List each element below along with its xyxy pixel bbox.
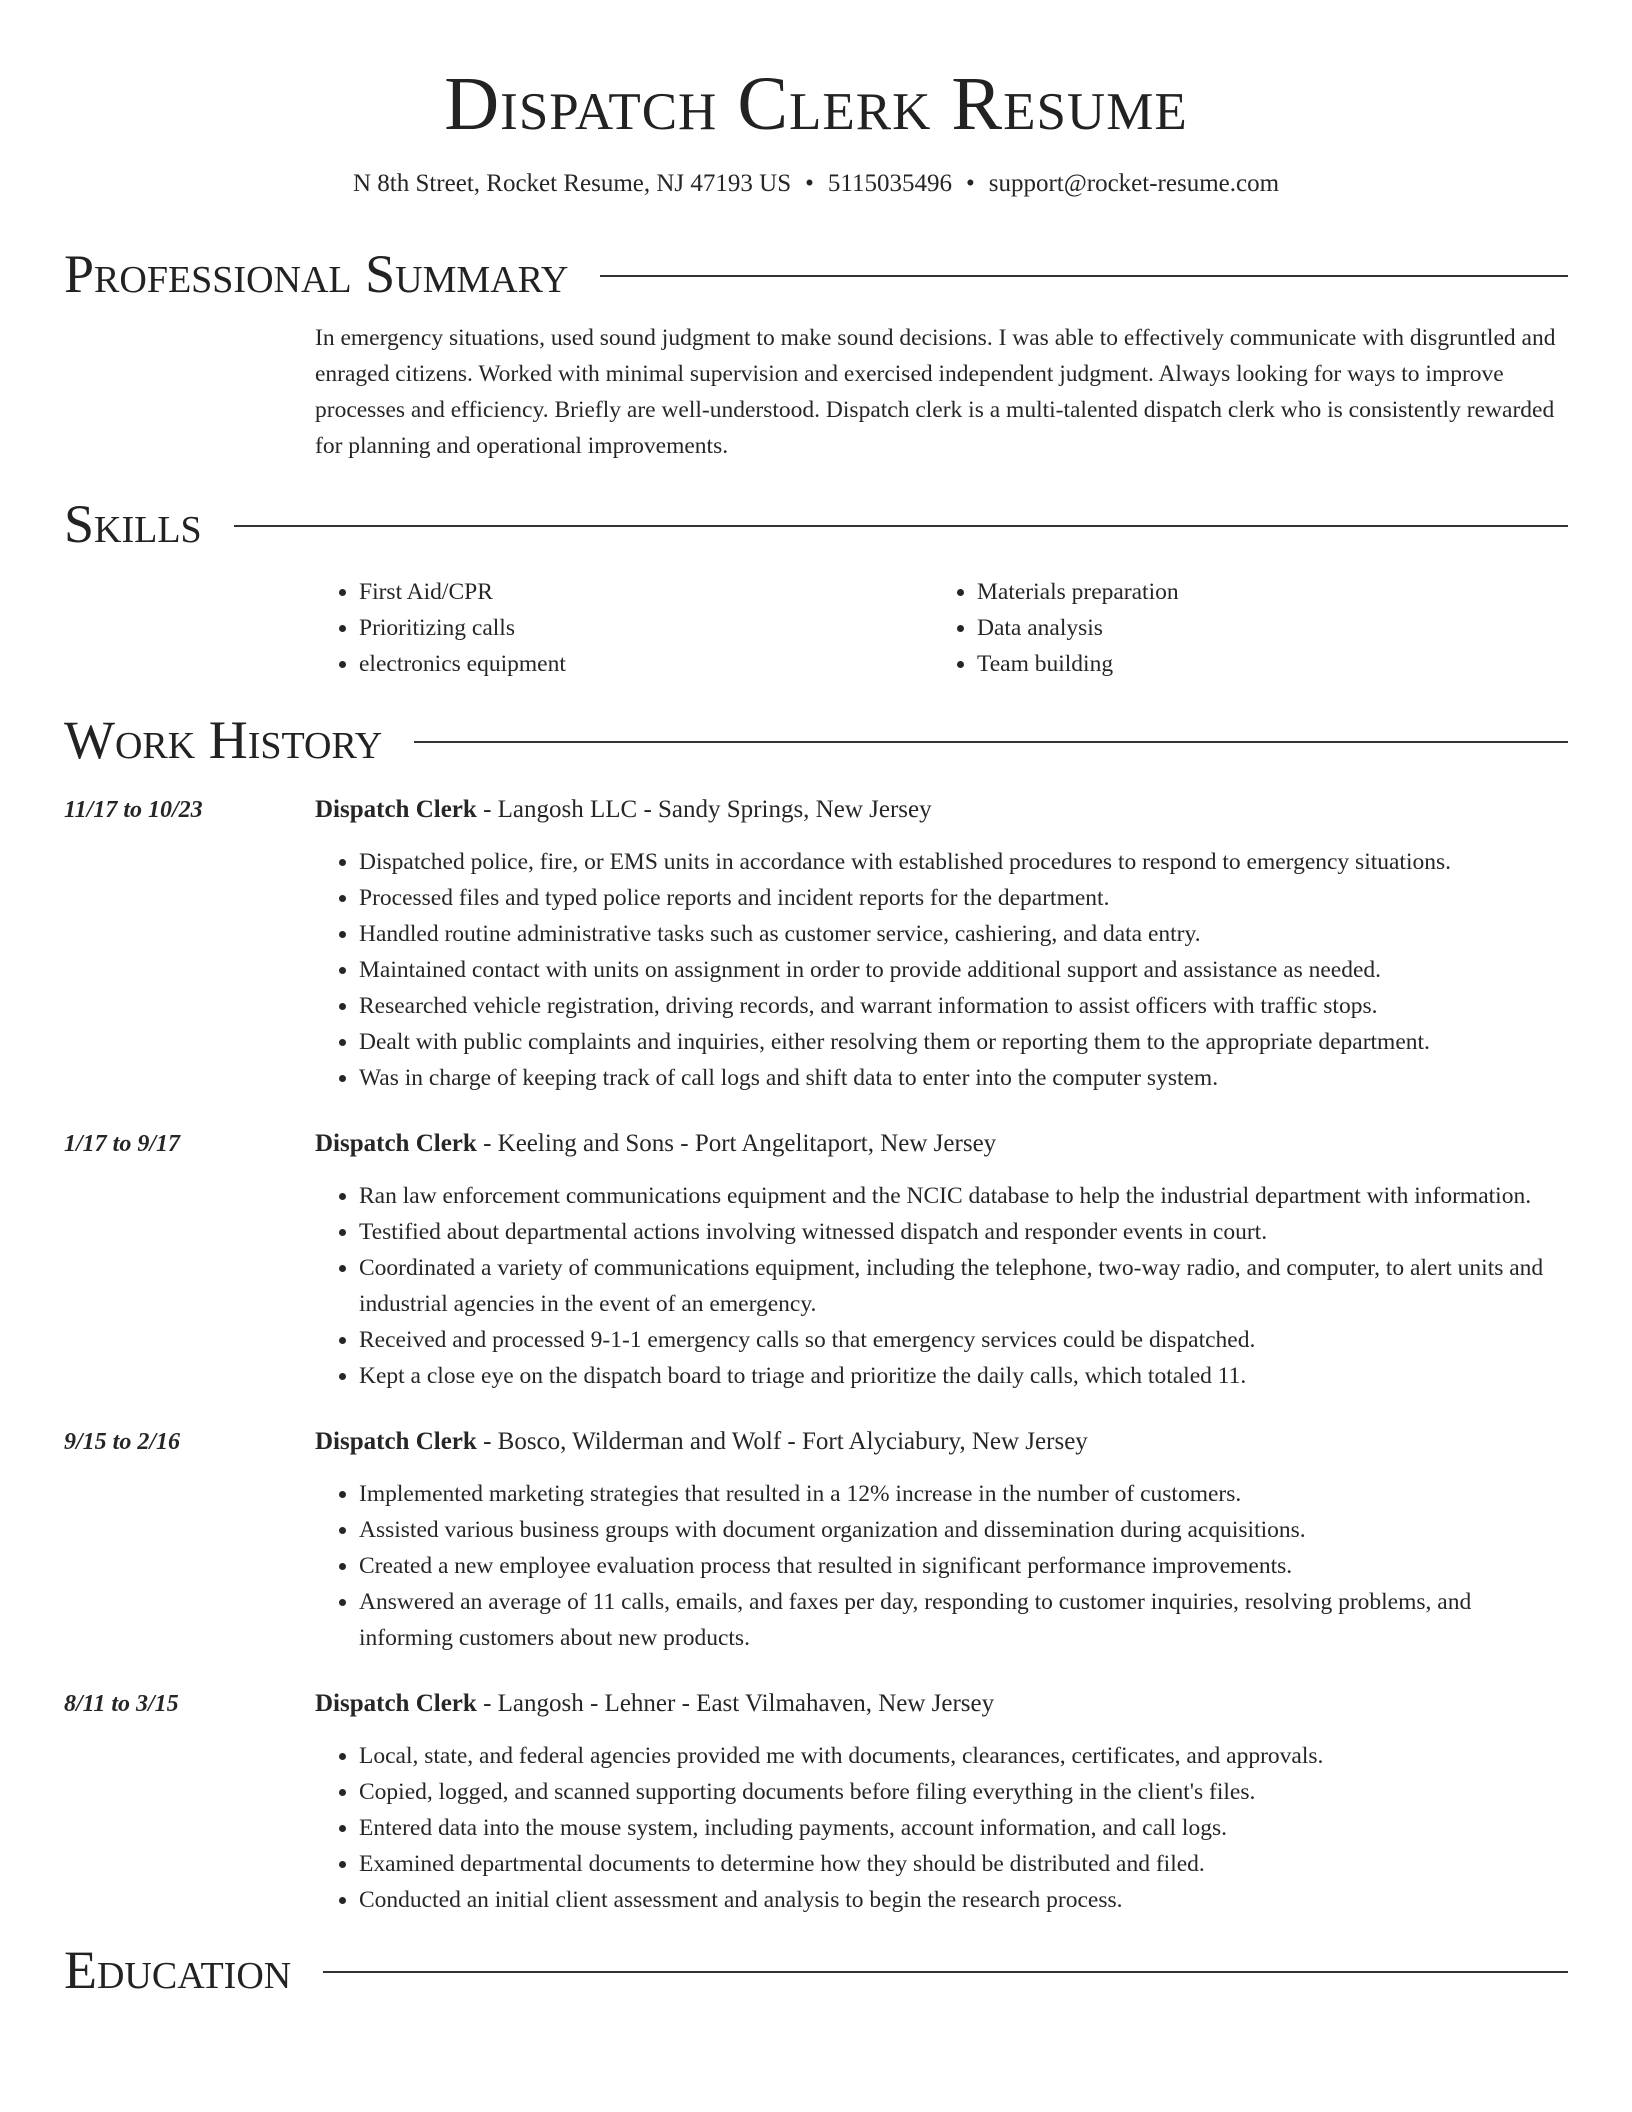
job-dates: 9/15 to 2/16: [64, 1429, 181, 1455]
education-section-header: [64, 1940, 1568, 2000]
job-details: - Bosco, Wilderman and Wolf - Fort Alyciabury, New Jersey: [476, 1428, 1088, 1455]
resume-page: [64, 0, 1568, 2000]
job-bullet: • Testified about departmental actions involving witnessed dispatch and responder events in court.: [359, 1214, 1568, 1250]
section-divider: [600, 275, 1568, 277]
job-heading: [315, 1424, 1568, 1460]
job-bullet: • Copied, logged, and scanned supporting documents before filing everything in the client's files.: [359, 1774, 1568, 1810]
contact-line: [64, 168, 1568, 200]
skill-item: • Team building: [977, 646, 1551, 682]
job-entry: [64, 1424, 1568, 1656]
job-bullet: • Conducted an initial client assessment and analysis to begin the research process.: [359, 1882, 1568, 1918]
job-bullet: • Created a new employee evaluation process that resulted in significant performance improvements.: [359, 1548, 1568, 1584]
work-section-header: [64, 710, 1568, 770]
skills-column-1: [315, 574, 933, 682]
job-bullet: • Local, state, and federal agencies provided me with documents, clearances, certificates, and approvals.: [359, 1738, 1568, 1774]
job-bullet: • Assisted various business groups with document organization and dissemination during acquisitions.: [359, 1512, 1568, 1548]
job-title: Dispatch Clerk: [315, 796, 477, 823]
job-bullet: • Processed files and typed police reports and incident reports for the department.: [359, 880, 1568, 916]
job-bullets: [315, 1178, 1568, 1394]
job-heading: [315, 792, 1568, 828]
contact-separator: •: [805, 170, 814, 197]
summary-section-header: [64, 244, 1568, 304]
job-body: [315, 1424, 1568, 1656]
job-entry: [64, 1126, 1568, 1394]
job-heading: [315, 1126, 1568, 1162]
section-divider: [414, 741, 1568, 743]
summary-text: In emergency situations, used sound judgment to make sound decisions. I was able to effectively communicate with disgruntled and enraged citizens. Worked with minimal supervision and exercised independent judgment. Always looking for ways to improve processes and efficiency. Briefly are well-understood. Dispatch clerk is a multi-talented dispatch clerk who is consistently rewarded for planning and operational improvements.: [315, 325, 1556, 459]
skill-item: • Data analysis: [977, 610, 1551, 646]
job-details: - Langosh LLC - Sandy Springs, New Jersey: [476, 796, 932, 823]
job-bullet: • Researched vehicle registration, driving records, and warrant information to assist officers with traffic stops.: [359, 988, 1568, 1024]
resume-title: Dispatch Clerk Resume: [444, 62, 1188, 146]
skill-item: • First Aid/CPR: [359, 574, 933, 610]
job-dates: 11/17 to 10/23: [64, 797, 203, 823]
job-bullets: [315, 844, 1568, 1096]
job-body: [315, 792, 1568, 1096]
job-bullet: • Implemented marketing strategies that resulted in a 12% increase in the number of customers.: [359, 1476, 1568, 1512]
education-heading: Education: [64, 1940, 292, 2000]
job-heading: [315, 1686, 1568, 1722]
work-history-list: [64, 792, 1568, 1918]
job-bullet: • Was in charge of keeping track of call logs and shift data to enter into the computer system.: [359, 1060, 1568, 1096]
job-bullet: • Dispatched police, fire, or EMS units in accordance with established procedures to respond to emergency situations.: [359, 844, 1568, 880]
job-title: Dispatch Clerk: [315, 1130, 477, 1157]
contact-phone: 5115035496: [827, 170, 952, 197]
job-bullet: • Kept a close eye on the dispatch board to triage and prioritize the daily calls, which totaled 11.: [359, 1358, 1568, 1394]
job-bullet: • Coordinated a variety of communications equipment, including the telephone, two-way radio, and computer, to alert units and industrial agencies in the event of an emergency.: [359, 1250, 1568, 1322]
job-bullets: [315, 1476, 1568, 1656]
skill-item: • electronics equipment: [359, 646, 933, 682]
skill-item: • Prioritizing calls: [359, 610, 933, 646]
skills-column-2: [933, 574, 1551, 682]
job-title: Dispatch Clerk: [315, 1428, 477, 1455]
job-body: [315, 1126, 1568, 1394]
skill-item: • Materials preparation: [977, 574, 1551, 610]
job-title: Dispatch Clerk: [315, 1690, 477, 1717]
job-details: - Keeling and Sons - Port Angelitaport, New Jersey: [476, 1130, 997, 1157]
job-bullet: • Answered an average of 11 calls, emails, and faxes per day, responding to customer inquiries, resolving problems, and informing customers about new products.: [359, 1584, 1568, 1656]
job-dates: 1/17 to 9/17: [64, 1131, 181, 1157]
job-bullets: [315, 1738, 1568, 1918]
job-entry: [64, 792, 1568, 1096]
summary-heading: Professional Summary: [64, 244, 569, 304]
job-bullet: • Examined departmental documents to determine how they should be distributed and filed.: [359, 1846, 1568, 1882]
job-details: - Langosh - Lehner - East Vilmahaven, New Jersey: [476, 1690, 995, 1717]
job-bullet: • Maintained contact with units on assignment in order to provide additional support and assistance as needed.: [359, 952, 1568, 988]
job-dates: 8/11 to 3/15: [64, 1691, 179, 1717]
job-bullet: • Handled routine administrative tasks such as customer service, cashiering, and data entry.: [359, 916, 1568, 952]
job-bullet: • Dealt with public complaints and inquiries, either resolving them or reporting them to the appropriate department.: [359, 1024, 1568, 1060]
job-bullet: • Entered data into the mouse system, including payments, account information, and call logs.: [359, 1810, 1568, 1846]
work-heading: Work History: [64, 710, 383, 770]
section-divider: [323, 1971, 1568, 1973]
contact-email: support@rocket-resume.com: [988, 170, 1280, 197]
job-body: [315, 1686, 1568, 1918]
job-bullet: • Received and processed 9-1-1 emergency calls so that emergency services could be dispatched.: [359, 1322, 1568, 1358]
skills-list: [315, 574, 1568, 682]
skills-heading: Skills: [64, 494, 202, 554]
skills-section-header: [64, 494, 1568, 554]
contact-separator: •: [965, 170, 975, 197]
contact-address: N 8th Street, Rocket Resume, NJ 47193 US: [352, 170, 792, 197]
section-divider: [234, 525, 1568, 527]
job-bullet: • Ran law enforcement communications equipment and the NCIC database to help the industrial department with information.: [359, 1178, 1568, 1214]
job-entry: [64, 1686, 1568, 1918]
